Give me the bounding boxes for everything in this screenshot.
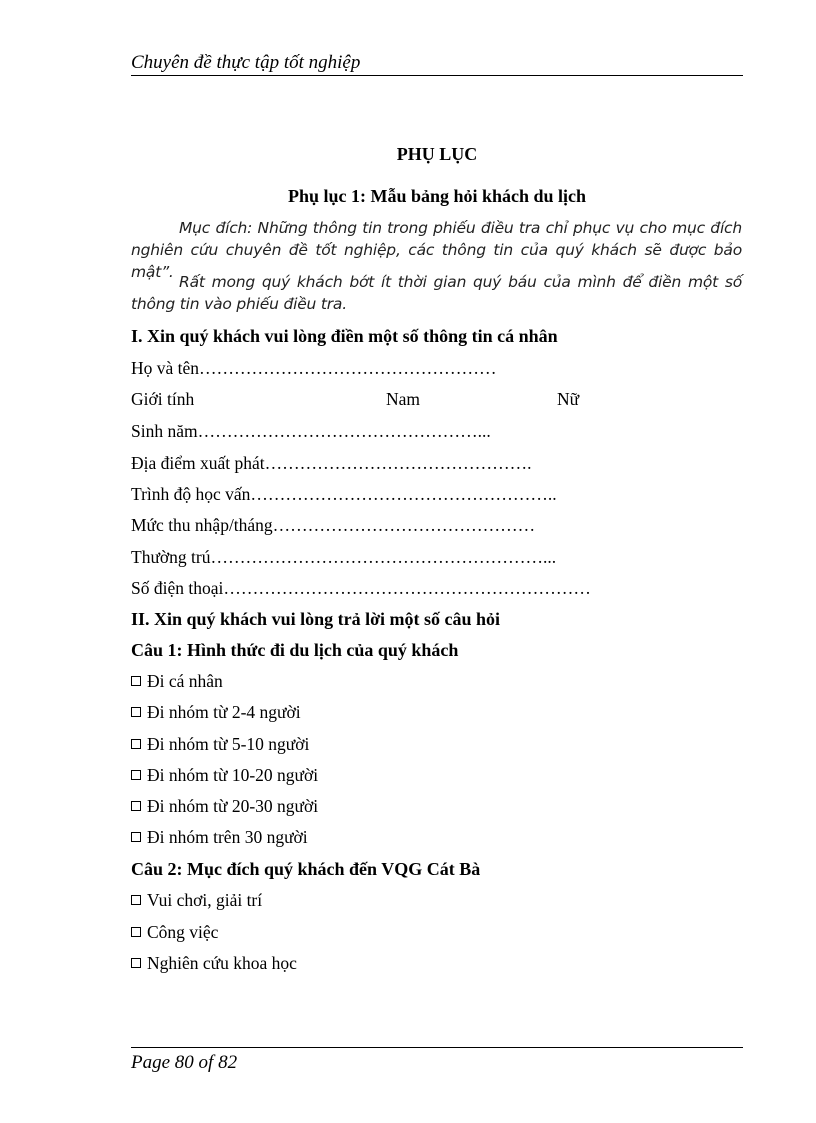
departure-field[interactable]: Địa điểm xuất phát………………………………………. (131, 453, 532, 473)
page-title: PHỤ LỤC (396, 144, 478, 164)
q2-option-label: Vui chơi, giải trí (147, 890, 263, 910)
phone-field[interactable]: Số điện thoại……………………………………………………… (131, 578, 591, 598)
checkbox-icon[interactable] (131, 895, 141, 905)
q2-option[interactable] (131, 920, 218, 944)
footer-divider (131, 1047, 743, 1048)
question-1-heading: Câu 1: Hình thức đi du lịch của quý khách (131, 640, 459, 660)
purpose-text: Mục đích: Những thông tin trong phiếu điều tra chỉ phục vụ cho mục đích nghiên cứu chuyên đề tốt nghiệp, các thông tin của quý khách sẽ được bảo mật”. (131, 219, 742, 281)
section-1-heading: I. Xin quý khách vui lòng điền một số thông tin cá nhân (131, 326, 558, 346)
checkbox-icon[interactable] (131, 770, 141, 780)
request-paragraph (131, 271, 742, 315)
gender-female-option[interactable]: Nữ (557, 389, 580, 409)
checkbox-icon[interactable] (131, 707, 141, 717)
q1-option[interactable] (131, 825, 308, 849)
checkbox-icon[interactable] (131, 832, 141, 842)
appendix-subtitle: Phụ lục 1: Mẫu bảng hỏi khách du lịch (287, 186, 587, 206)
header-divider (131, 75, 743, 76)
q2-option[interactable] (131, 888, 262, 912)
gender-male-option[interactable]: Nam (386, 389, 421, 409)
q1-option[interactable] (131, 700, 301, 724)
q1-option[interactable] (131, 763, 318, 787)
question-2-heading: Câu 2: Mục đích quý khách đến VQG Cát Bà (131, 859, 481, 879)
checkbox-icon[interactable] (131, 801, 141, 811)
q1-option[interactable] (131, 732, 309, 756)
gender-label: Giới tính (131, 389, 195, 409)
q1-option-label: Đi nhóm từ 2-4 người (147, 702, 301, 722)
request-text: Rất mong quý khách bớt ít thời gian quý báu của mình để điền một số thông tin vào phiếu điều tra. (131, 273, 742, 313)
q1-option-label: Đi nhóm từ 5-10 người (147, 734, 310, 754)
income-field[interactable]: Mức thu nhập/tháng……………………………………… (131, 515, 536, 535)
residence-field[interactable]: Thường trú…………………………………………………... (131, 547, 557, 567)
q2-option-label: Công việc (147, 922, 219, 942)
page-number: Page 80 of 82 (131, 1052, 238, 1073)
q1-option-label: Đi nhóm từ 20-30 người (147, 796, 319, 816)
running-header: Chuyên đề thực tập tốt nghiệp (131, 52, 361, 73)
checkbox-icon[interactable] (131, 927, 141, 937)
q1-option-label: Đi nhóm từ 10-20 người (147, 765, 319, 785)
q1-option-label: Đi cá nhân (147, 671, 223, 691)
education-field[interactable]: Trình độ học vấn…………………………………………….. (131, 484, 557, 504)
birth-year-field[interactable]: Sinh năm…………………………………………... (131, 421, 491, 441)
q2-option-label: Nghiên cứu khoa học (147, 953, 297, 973)
checkbox-icon[interactable] (131, 676, 141, 686)
q1-option[interactable] (131, 794, 318, 818)
q2-option[interactable] (131, 951, 297, 975)
checkbox-icon[interactable] (131, 958, 141, 968)
q1-option[interactable] (131, 669, 223, 693)
checkbox-icon[interactable] (131, 739, 141, 749)
full-name-field[interactable]: Họ và tên…………………………………………… (131, 358, 497, 378)
section-2-heading: II. Xin quý khách vui lòng trả lời một số câu hỏi (131, 609, 501, 629)
q1-option-label: Đi nhóm trên 30 người (147, 827, 308, 847)
